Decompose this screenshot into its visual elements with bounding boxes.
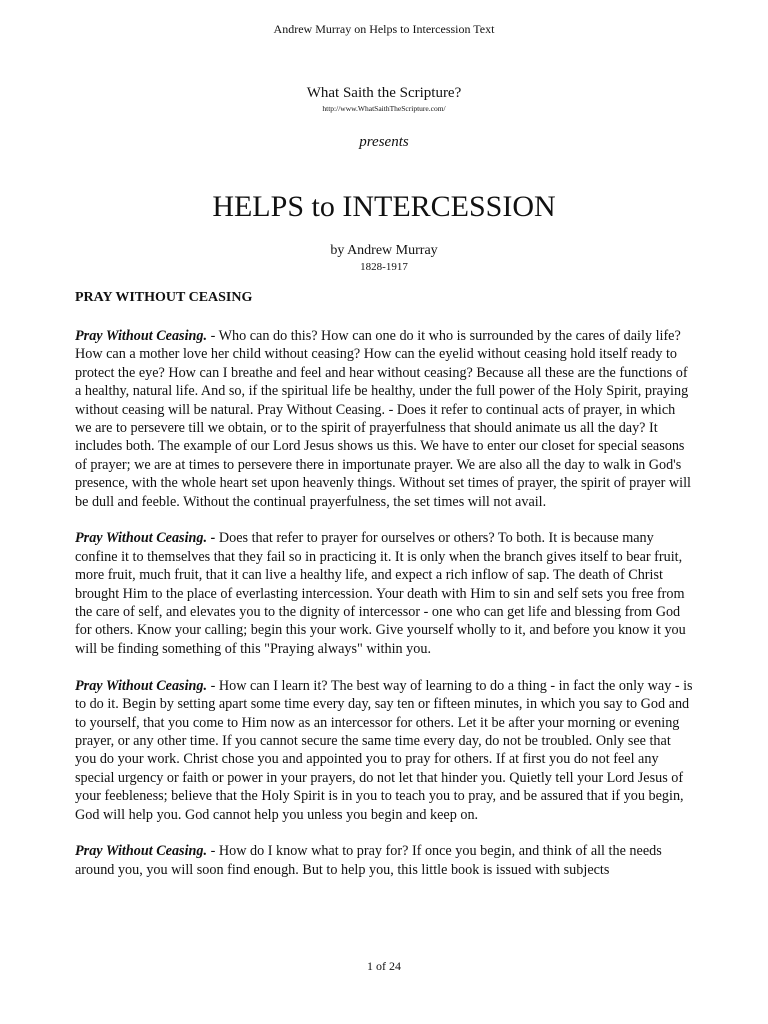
page-number: 1 of 24 bbox=[367, 959, 401, 973]
running-header: Andrew Murray on Helps to Intercession Text bbox=[273, 22, 495, 36]
paragraph-lead: Pray Without Ceasing. bbox=[75, 328, 208, 344]
paragraph bbox=[75, 842, 693, 879]
author-dates: 1828-1917 bbox=[360, 261, 408, 273]
presents-label: presents bbox=[359, 134, 409, 150]
paragraph-text: - How can I learn it? The best way of learning to do a thing - in fact the only way - is to do it. Begin by setting apart some time every day, say ten or fifteen minutes, in which you say to God and to yourself, that you come to Him now as an intercessor for others. Let it be after your morning or evening prayer, or any other time. If you cannot secure the same time every day, do not be troubled. Only see that you do your work. Christ chose you and appointed you to pray for others. If at first you do not feel any special urgency or faith or power in your prayers, do not let that hinder you. Quietly tell your Lord Jesus of your feebleness; believe that the Holy Spirit is in you to teach you to pray, and be assured that if you begin, God will help you. God cannot help you unless you begin and keep on. bbox=[75, 677, 693, 823]
section-heading: PRAY WITHOUT CEASING bbox=[75, 290, 253, 305]
body-text bbox=[75, 327, 693, 898]
site-title: What Saith the Scripture? bbox=[306, 85, 462, 101]
paragraph-lead: Pray Without Ceasing. bbox=[75, 843, 208, 860]
paragraph-text: Does that refer to prayer for ourselves or others? To both. It is because many confine it to themselves that they fail so in practicing it. It is only when the branch gives itself to bear fruit, more fruit, much fruit, that it can live a healthy life, and expect a rich inflow of sap. The death of Christ brought Him to the place of everlasting intercession. Your death with Him to sin and self sets you free from the care of self, and elevates you to the dignity of intercessor - one who can get life and blessing from God for others. Know your calling; begin this your work. Give yourself wholly to it, and before you know it you will be finding something of this "Praying always" within you. bbox=[75, 530, 686, 657]
paragraph bbox=[75, 529, 693, 658]
paragraph bbox=[75, 677, 693, 824]
paragraph-text: - How do I know what to pray for? If once you begin, and think of all the needs around you, you will soon find enough. But to help you, this little book is issued with subjects bbox=[75, 843, 662, 878]
paragraph-text: - Who can do this? How can one do it who is surrounded by the cares of daily life? How can a mother love her child without ceasing? How can the eyelid without ceasing hold itself ready to protect the eye? How can I breathe and feel and hear without ceasing? Because all these are the functions of a healthy, natural life. And so, if the spiritual life be healthy, under the full power of the Holy Spirit, praying without ceasing will be natural. Pray Without Ceasing. - Does it refer to continual acts of prayer, in which we are to persevere till we obtain, or to the spirit of prayerfulness that should animate us all the day? It includes both. The example of our Lord Jesus shows us this. We have to enter our closet for special seasons of prayer; we are at times to persevere there in importunate prayer. We are also all the day to walk in God's presence, with the whole heart set upon heavenly things. Without set times of prayer, the spirit of prayer will be dull and feeble. Without the continual prayerfulness, the set times will not avail. bbox=[75, 328, 691, 510]
paragraph-lead: Pray Without Ceasing. - bbox=[75, 530, 216, 547]
paragraph bbox=[75, 327, 693, 511]
author-byline: by Andrew Murray bbox=[330, 243, 438, 258]
paragraph-lead: Pray Without Ceasing. bbox=[75, 677, 208, 694]
site-url-link[interactable]: http://www.WhatSaithTheScripture.com/ bbox=[322, 104, 446, 113]
document-title: HELPS to INTERCESSION bbox=[212, 190, 556, 223]
